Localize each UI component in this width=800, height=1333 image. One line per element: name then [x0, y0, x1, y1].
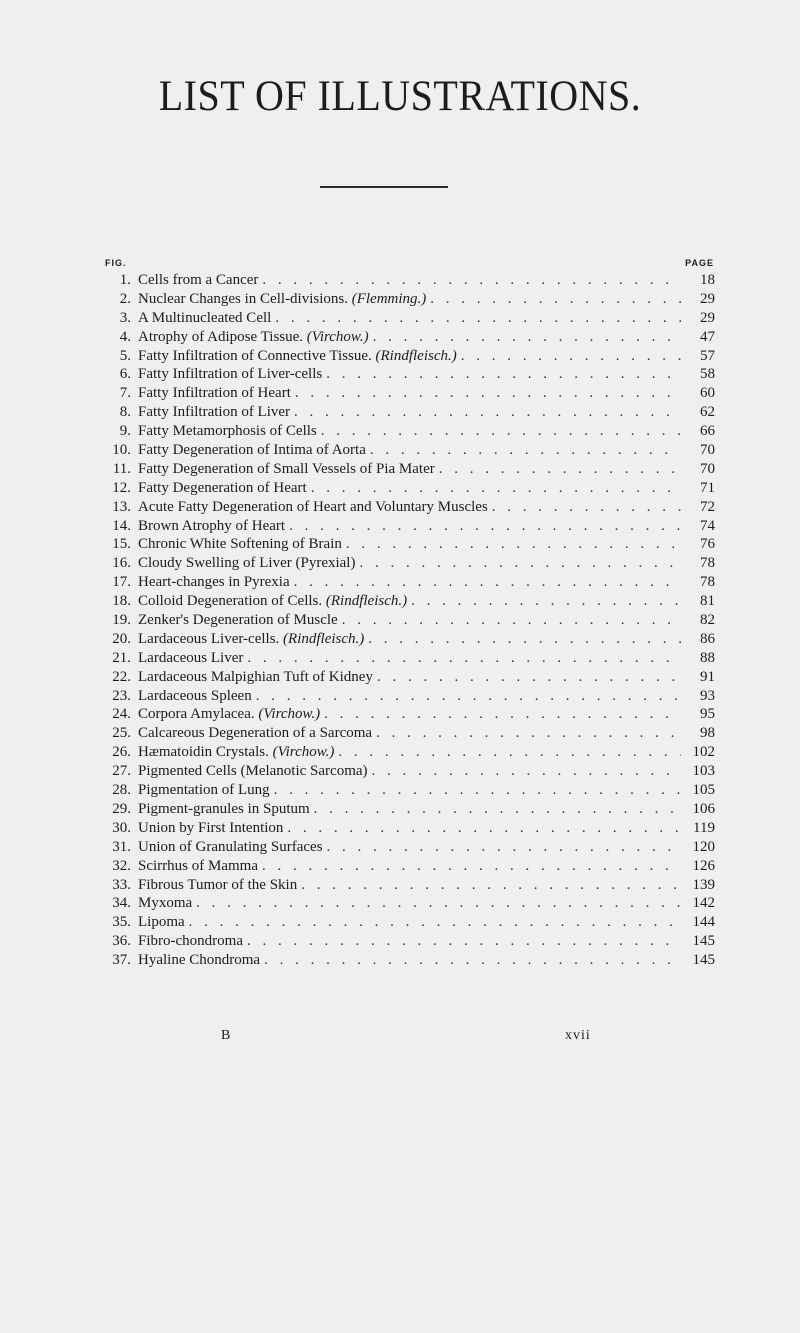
dot-leader [430, 291, 681, 308]
page-reference: 145 [692, 933, 715, 950]
page-reference: 88 [700, 649, 715, 666]
page-reference: 70 [700, 460, 715, 477]
list-item [105, 442, 715, 461]
dot-leader [247, 933, 681, 950]
dot-leader [287, 820, 681, 837]
illustration-title-text: Union of Granulating Surfaces [138, 838, 323, 855]
illustration-title-text: Fatty Infiltration of Heart [138, 385, 291, 402]
dot-leader [376, 725, 681, 742]
dot-leader [289, 518, 681, 535]
list-item [105, 272, 715, 291]
page-reference: 126 [692, 857, 715, 874]
illustration-title [138, 291, 426, 308]
list-item [105, 933, 715, 952]
page-reference: 145 [692, 952, 715, 969]
page-reference: 29 [700, 290, 715, 307]
figure-number: 21. [112, 649, 131, 666]
list-item [105, 763, 715, 782]
page-reference: 82 [700, 612, 715, 629]
page-reference: 74 [700, 517, 715, 534]
page-reference: 78 [700, 574, 715, 591]
illustration-title-text: Fatty Infiltration of Connective Tissue. [138, 347, 372, 364]
figure-number: 6. [119, 366, 131, 383]
page-reference: 66 [700, 423, 715, 440]
list-item [105, 706, 715, 725]
dot-leader [327, 839, 681, 856]
dot-leader [294, 574, 681, 591]
page-reference: 18 [700, 272, 715, 288]
illustration-title [138, 366, 322, 383]
figure-number: 35. [112, 914, 131, 931]
page-number: xvii [565, 1028, 591, 1043]
list-item [105, 688, 715, 707]
dot-leader [370, 442, 681, 459]
fig-column-header: FIG. [105, 258, 127, 268]
list-item [105, 310, 715, 329]
illustration-title-text: Atrophy of Adipose Tissue. [138, 328, 304, 345]
figure-number: 24. [112, 706, 131, 723]
figure-number: 25. [112, 725, 131, 742]
illustration-title [138, 461, 435, 478]
page-reference: 86 [700, 630, 715, 647]
list-item [105, 499, 715, 518]
list-item [105, 574, 715, 593]
page-reference: 57 [700, 347, 715, 364]
dot-leader [294, 404, 681, 421]
page-reference: 106 [692, 800, 715, 817]
figure-number: 12. [112, 479, 131, 496]
list-item [105, 895, 715, 914]
list-item [105, 801, 715, 820]
list-item [105, 555, 715, 574]
page-reference: 102 [692, 744, 715, 761]
figure-number: 31. [112, 838, 131, 855]
illustration-title [138, 782, 270, 799]
illustration-title-text: Calcareous Degeneration of a Sarcoma [138, 725, 373, 742]
page-reference: 105 [692, 782, 715, 799]
illustration-title [138, 272, 258, 289]
illustration-title-text: Zenker's Degeneration of Muscle [138, 612, 338, 629]
illustration-title-text: Hyaline Chondroma [138, 952, 261, 969]
page-reference: 78 [700, 555, 715, 572]
dot-leader [196, 895, 681, 912]
figure-number: 11. [112, 460, 131, 477]
dot-leader [301, 877, 681, 894]
dot-leader [338, 744, 681, 761]
page-reference: 71 [700, 479, 715, 496]
dot-leader [262, 858, 681, 875]
figure-number: 18. [112, 593, 131, 610]
illustration-title-text: Myxoma [138, 895, 193, 912]
illustration-title [138, 404, 290, 421]
illustration-credit: (Virchow.) [258, 706, 321, 723]
figure-number: 15. [112, 536, 131, 553]
list-item [105, 366, 715, 385]
dot-leader [372, 763, 681, 780]
illustration-title-text: Fatty Degeneration of Intima of Aorta [138, 442, 366, 459]
figure-number: 7. [119, 385, 131, 402]
dot-leader [373, 329, 681, 346]
illustration-credit: (Flemming.) [351, 290, 427, 307]
illustration-title-text: Pigmented Cells (Melanotic Sarcoma) [138, 763, 368, 780]
dot-leader [326, 366, 681, 383]
illustration-title-text: Lardaceous Malpighian Tuft of Kidney [138, 668, 373, 685]
illustration-title [138, 480, 307, 497]
illustration-title-text: Fatty Degeneration of Small Vessels of Pia Mater [138, 460, 435, 477]
dot-leader [314, 801, 681, 818]
page-reference: 60 [700, 385, 715, 402]
figure-number: 19. [112, 612, 131, 629]
list-item [105, 612, 715, 631]
illustration-title-text: Pigment-granules in Sputum [138, 800, 310, 817]
dot-leader [377, 669, 681, 686]
figure-number: 2. [119, 290, 131, 307]
illustration-title-text: Scirrhus of Mamma [138, 857, 258, 874]
figure-number: 9. [119, 423, 131, 440]
illustration-title [138, 310, 271, 327]
illustration-title [138, 423, 317, 440]
page-reference: 58 [700, 366, 715, 383]
page-reference: 62 [700, 404, 715, 421]
figure-number: 14. [112, 517, 131, 534]
illustration-title-text: Cells from a Cancer [138, 272, 259, 288]
figure-number: 27. [112, 763, 131, 780]
illustration-title [138, 820, 283, 837]
figure-number: 3. [119, 309, 131, 326]
signature-mark: B [221, 1028, 231, 1043]
page-reference: 142 [692, 895, 715, 912]
dot-leader [189, 914, 681, 931]
list-item [105, 820, 715, 839]
page-reference: 139 [692, 876, 715, 893]
list-item [105, 952, 715, 971]
page-reference: 47 [700, 328, 715, 345]
illustration-title-text: Lardaceous Spleen [138, 687, 252, 704]
figure-number: 13. [112, 498, 131, 515]
illustration-title [138, 669, 373, 686]
illustration-credit: (Rindfleisch.) [283, 630, 365, 647]
dot-leader [439, 461, 681, 478]
page-reference: 29 [700, 309, 715, 326]
dot-leader [346, 536, 681, 553]
illustration-title [138, 763, 368, 780]
page-reference: 93 [700, 687, 715, 704]
illustration-title [138, 725, 372, 742]
dot-leader [311, 480, 681, 497]
page-reference: 91 [700, 668, 715, 685]
illustration-title [138, 385, 291, 402]
list-item [105, 404, 715, 423]
dot-leader [295, 385, 681, 402]
page-reference: 81 [700, 593, 715, 610]
figure-number: 32. [112, 857, 131, 874]
illustration-title [138, 518, 285, 535]
illustration-title [138, 499, 488, 516]
illustration-title [138, 536, 342, 553]
figure-number: 30. [112, 819, 131, 836]
illustration-title [138, 593, 407, 610]
illustration-credit: (Rindfleisch.) [325, 593, 408, 610]
illustration-title [138, 914, 185, 931]
illustration-title-text: Heart-changes in Pyrexia [138, 574, 290, 591]
figure-number: 5. [119, 347, 131, 364]
figure-number: 23. [112, 687, 131, 704]
dot-leader [262, 272, 681, 289]
list-item [105, 631, 715, 650]
page-column-header: PAGE [685, 258, 714, 268]
figure-number: 29. [112, 800, 131, 817]
dot-leader [461, 348, 681, 365]
figure-number: 20. [112, 630, 131, 647]
list-item [105, 858, 715, 877]
figure-number: 8. [119, 404, 131, 421]
list-item [105, 291, 715, 310]
list-item [105, 593, 715, 612]
illustration-title [138, 631, 364, 648]
illustration-title-text: Corpora Amylacea. [138, 706, 255, 723]
illustration-title [138, 688, 252, 705]
illustration-title [138, 442, 366, 459]
illustration-title-text: A Multinucleated Cell [138, 309, 272, 326]
figure-number: 16. [112, 555, 131, 572]
figure-number: 33. [112, 876, 131, 893]
illustration-title-text: Chronic White Softening of Brain [138, 536, 342, 553]
list-item [105, 650, 715, 669]
illustration-title-text: Cloudy Swelling of Liver (Pyrexial) [138, 555, 356, 572]
illustration-title [138, 801, 310, 818]
list-item [105, 480, 715, 499]
list-item [105, 536, 715, 555]
dot-leader [492, 499, 681, 516]
illustration-title [138, 555, 355, 572]
figure-number: 22. [112, 668, 131, 685]
illustration-title [138, 839, 323, 856]
illustration-title-text: Colloid Degeneration of Cells. [138, 593, 323, 610]
illustration-title-text: Fibrous Tumor of the Skin [138, 876, 298, 893]
page-reference: 76 [700, 536, 715, 553]
dot-leader [359, 555, 681, 572]
illustration-title [138, 706, 320, 723]
illustration-title [138, 952, 260, 969]
title-rule [320, 186, 448, 188]
page-reference: 72 [700, 498, 715, 515]
page-reference: 95 [700, 706, 715, 723]
illustration-list [105, 272, 715, 971]
dot-leader [321, 423, 681, 440]
dot-leader [342, 612, 681, 629]
illustration-title-text: Union by First Intention [138, 819, 284, 836]
dot-leader [274, 782, 681, 799]
dot-leader [264, 952, 681, 969]
illustration-title-text: Pigmentation of Lung [138, 782, 270, 799]
illustration-title-text: Lipoma [138, 914, 185, 931]
page-title: LIST OF ILLUSTRATIONS. [158, 71, 642, 120]
list-item [105, 839, 715, 858]
illustration-title [138, 744, 334, 761]
dot-leader [368, 631, 681, 648]
illustration-title [138, 858, 258, 875]
illustration-title [138, 933, 243, 950]
figure-number: 28. [112, 782, 131, 799]
dot-leader [275, 310, 681, 327]
list-item [105, 914, 715, 933]
dot-leader [247, 650, 681, 667]
illustration-title-text: Lardaceous Liver [138, 649, 244, 666]
page-reference: 103 [692, 763, 715, 780]
illustration-credit: (Virchow.) [306, 328, 369, 345]
figure-number: 4. [119, 328, 131, 345]
list-item [105, 329, 715, 348]
list-item [105, 348, 715, 367]
illustration-title [138, 895, 192, 912]
dot-leader [324, 706, 681, 723]
figure-number: 26. [112, 744, 131, 761]
illustration-title [138, 650, 243, 667]
figure-number: 1. [119, 272, 131, 288]
list-item [105, 461, 715, 480]
illustration-title [138, 348, 457, 365]
illustration-title-text: Fatty Degeneration of Heart [138, 479, 307, 496]
illustration-credit: (Rindfleisch.) [375, 347, 457, 364]
list-item [105, 782, 715, 801]
page-reference: 70 [700, 442, 715, 459]
list-item [105, 669, 715, 688]
figure-number: 34. [112, 895, 131, 912]
figure-number: 37. [112, 952, 131, 969]
illustration-title-text: Acute Fatty Degeneration of Heart and Voluntary Muscles [138, 498, 488, 515]
list-item [105, 744, 715, 763]
illustration-title-text: Nuclear Changes in Cell-divisions. [138, 290, 348, 307]
illustration-title [138, 877, 297, 894]
illustration-title [138, 612, 338, 629]
illustration-title-text: Brown Atrophy of Heart [138, 517, 286, 534]
list-item [105, 385, 715, 404]
list-item [105, 423, 715, 442]
dot-leader [256, 688, 681, 705]
list-item [105, 725, 715, 744]
page-reference: 120 [692, 838, 715, 855]
illustration-title [138, 329, 369, 346]
dot-leader [411, 593, 681, 610]
page-reference: 119 [693, 819, 715, 836]
illustration-title-text: Fatty Infiltration of Liver [138, 404, 291, 421]
list-item [105, 877, 715, 896]
figure-number: 10. [112, 442, 131, 459]
figure-number: 17. [112, 574, 131, 591]
illustration-title-text: Fibro-chondroma [138, 933, 243, 950]
page-reference: 144 [692, 914, 715, 931]
illustration-title-text: Fatty Metamorphosis of Cells [138, 423, 317, 440]
illustration-title-text: Lardaceous Liver-cells. [138, 630, 280, 647]
illustration-title [138, 574, 290, 591]
illustration-credit: (Virchow.) [272, 744, 335, 761]
page-reference: 98 [700, 725, 715, 742]
figure-number: 36. [112, 933, 131, 950]
illustration-title-text: Hæmatoidin Crystals. [138, 744, 269, 761]
list-item [105, 518, 715, 537]
illustration-title-text: Fatty Infiltration of Liver-cells [138, 366, 323, 383]
